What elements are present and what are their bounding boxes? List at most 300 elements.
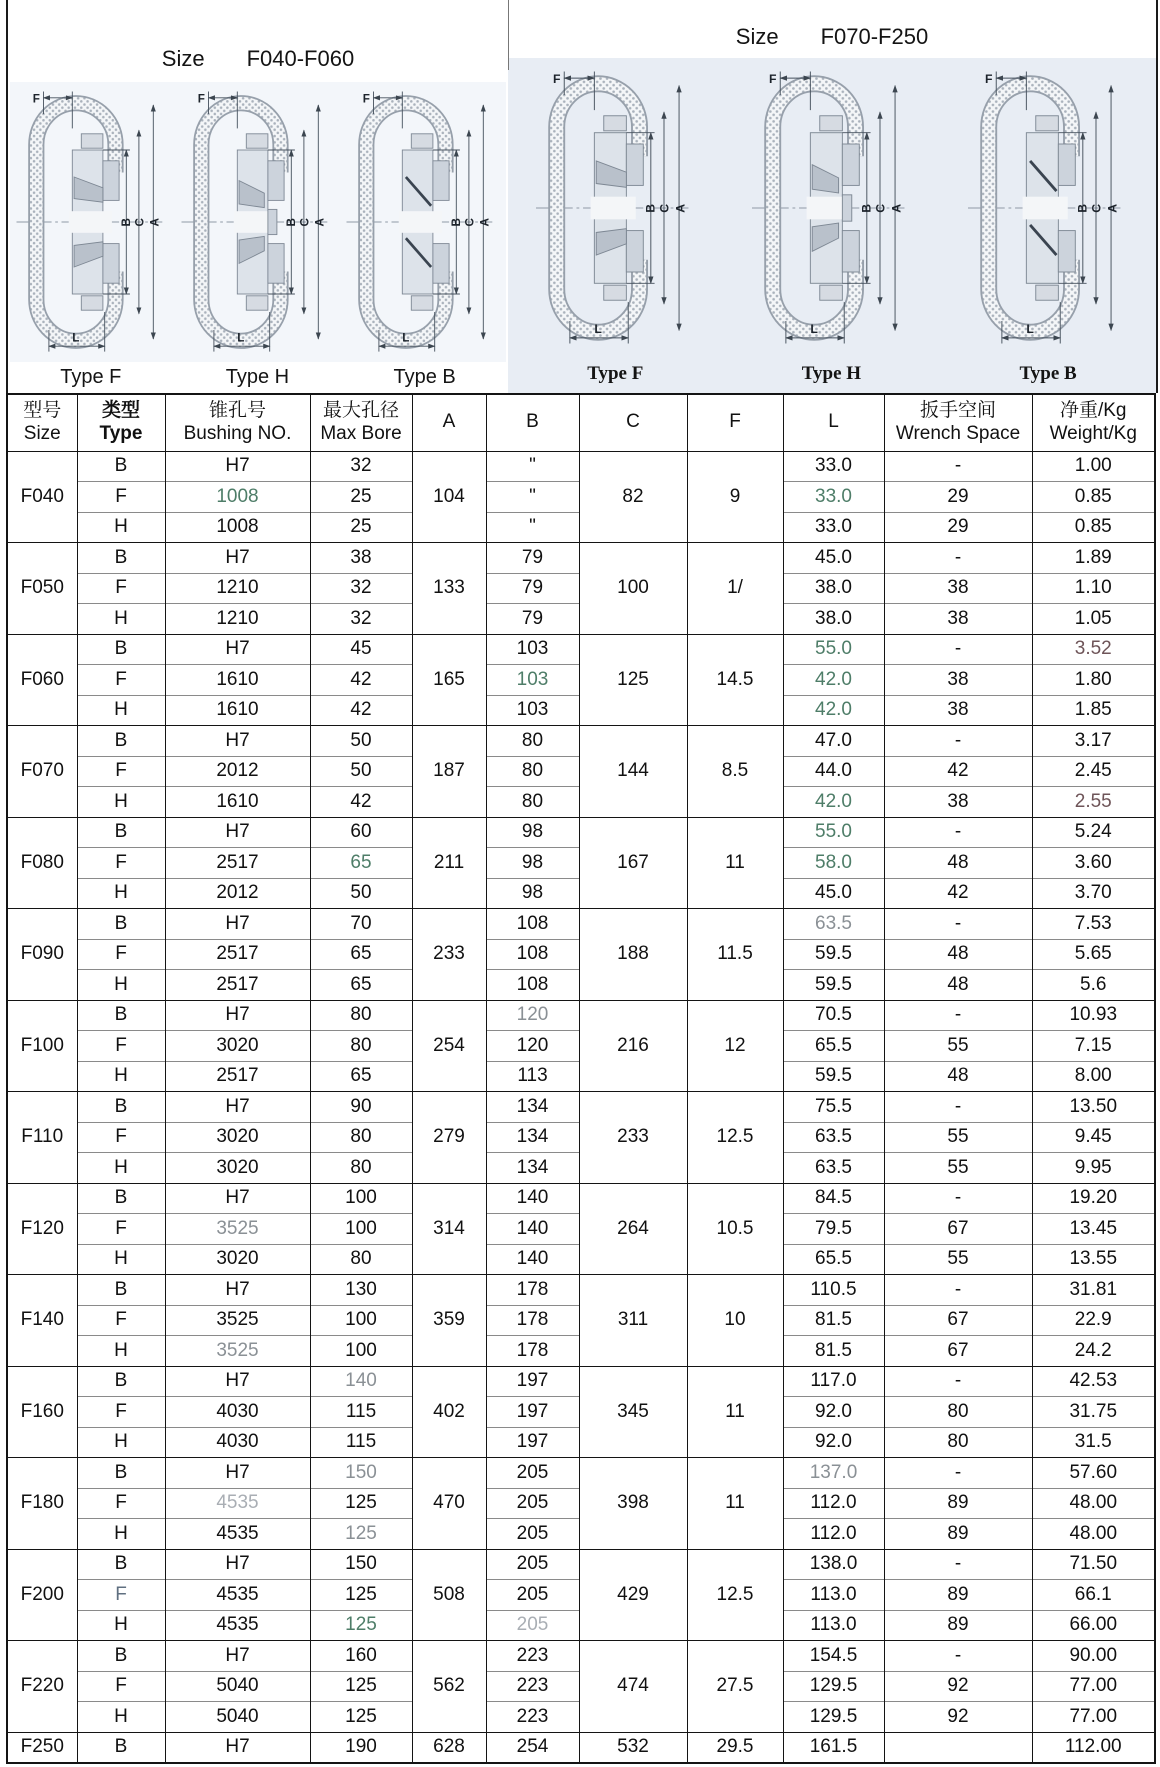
cell-bushing: 4030 xyxy=(165,1427,310,1458)
dim-a-label: A xyxy=(1105,203,1120,213)
cell-size: F100 xyxy=(7,1000,77,1092)
cell-f: 14.5 xyxy=(687,634,783,726)
cell-type: H xyxy=(77,1702,165,1733)
cell-max_bore: 32 xyxy=(310,604,412,635)
cell-l: 79.5 xyxy=(783,1214,884,1245)
header-b: B xyxy=(486,394,579,451)
cell-l: 65.5 xyxy=(783,1244,884,1275)
cell-b: 103 xyxy=(486,634,579,665)
cell-weight: 9.95 xyxy=(1032,1153,1155,1184)
cell-a: 254 xyxy=(412,1000,486,1092)
cell-size: F250 xyxy=(7,1732,77,1763)
cell-weight: 31.81 xyxy=(1032,1275,1155,1306)
cell-wrench: 89 xyxy=(884,1488,1032,1519)
cell-type: F xyxy=(77,756,165,787)
cell-wrench: 67 xyxy=(884,1214,1032,1245)
cell-max_bore: 70 xyxy=(310,909,412,940)
cell-max_bore: 50 xyxy=(310,756,412,787)
cell-max_bore: 65 xyxy=(310,939,412,970)
cell-weight: 5.65 xyxy=(1032,939,1155,970)
cell-wrench: 48 xyxy=(884,1061,1032,1092)
cell-b: 205 xyxy=(486,1458,579,1489)
cell-b: 103 xyxy=(486,695,579,726)
cell-bushing: 1610 xyxy=(165,665,310,696)
cell-type: F xyxy=(77,1305,165,1336)
cell-a: 508 xyxy=(412,1549,486,1641)
dim-f-label: F xyxy=(984,71,993,86)
cell-b: 205 xyxy=(486,1580,579,1611)
cell-type: H xyxy=(77,1336,165,1367)
dim-c-label: C xyxy=(133,218,147,227)
cell-weight: 5.24 xyxy=(1032,817,1155,848)
cell-wrench: - xyxy=(884,1549,1032,1580)
cell-c: 82 xyxy=(579,451,687,543)
cell-l: 58.0 xyxy=(783,848,884,879)
cell-a: 628 xyxy=(412,1732,486,1763)
cell-bushing: 1610 xyxy=(165,695,310,726)
cell-bushing: H7 xyxy=(165,1183,310,1214)
cell-max_bore: 80 xyxy=(310,1153,412,1184)
dim-l-label: L xyxy=(402,331,410,345)
cell-weight: 3.52 xyxy=(1032,634,1155,665)
cell-l: 63.5 xyxy=(783,1153,884,1184)
cell-max_bore: 42 xyxy=(310,665,412,696)
cell-f: 9 xyxy=(687,451,783,543)
cell-b: 120 xyxy=(486,1031,579,1062)
cell-max_bore: 160 xyxy=(310,1641,412,1672)
dim-l-label: L xyxy=(71,331,80,345)
cell-a: 279 xyxy=(412,1092,486,1184)
cell-f: 11.5 xyxy=(687,909,783,1001)
cell-bushing: 1210 xyxy=(165,573,310,604)
header-l: L xyxy=(783,394,884,451)
cell-bushing: H7 xyxy=(165,1275,310,1306)
cell-max_bore: 125 xyxy=(310,1671,412,1702)
cell-b: 113 xyxy=(486,1061,579,1092)
panel-divider xyxy=(508,0,509,70)
cell-weight: 66.1 xyxy=(1032,1580,1155,1611)
cell-l: 84.5 xyxy=(783,1183,884,1214)
cell-weight: 5.6 xyxy=(1032,970,1155,1001)
table-row xyxy=(7,817,1155,848)
cell-bushing: 1210 xyxy=(165,604,310,635)
cell-wrench: 48 xyxy=(884,848,1032,879)
cell-l: 42.0 xyxy=(783,787,884,818)
cell-max_bore: 125 xyxy=(310,1488,412,1519)
cell-wrench: 92 xyxy=(884,1702,1032,1733)
cell-max_bore: 125 xyxy=(310,1580,412,1611)
cell-a: 314 xyxy=(412,1183,486,1275)
dim-b-label: B xyxy=(450,218,464,227)
dim-f-label: F xyxy=(363,92,371,106)
cell-bushing: 4535 xyxy=(165,1488,310,1519)
header-a: A xyxy=(412,394,486,451)
cell-max_bore: 80 xyxy=(310,1122,412,1153)
cell-b: 134 xyxy=(486,1122,579,1153)
cell-bushing: 2517 xyxy=(165,1061,310,1092)
size-label: Size xyxy=(735,24,779,49)
cell-l: 70.5 xyxy=(783,1000,884,1031)
dim-l-label: L xyxy=(810,322,818,337)
panel-f070-f250 xyxy=(508,0,1156,393)
cell-b: 205 xyxy=(486,1610,579,1641)
cell-type: F xyxy=(77,1671,165,1702)
cell-l: 92.0 xyxy=(783,1397,884,1428)
cell-size: F180 xyxy=(7,1458,77,1550)
cell-bushing: 3020 xyxy=(165,1122,310,1153)
cell-b: 178 xyxy=(486,1336,579,1367)
table-row xyxy=(7,1092,1155,1123)
cell-l: 137.0 xyxy=(783,1458,884,1489)
cell-wrench: 89 xyxy=(884,1610,1032,1641)
header-c: C xyxy=(579,394,687,451)
cell-l: 38.0 xyxy=(783,573,884,604)
cell-max_bore: 25 xyxy=(310,482,412,513)
cell-f: 10 xyxy=(687,1275,783,1367)
cell-type: B xyxy=(77,817,165,848)
cell-size: F140 xyxy=(7,1275,77,1367)
cell-type: H xyxy=(77,1153,165,1184)
dim-a-label: A xyxy=(889,203,904,213)
cell-l: 45.0 xyxy=(783,878,884,909)
cell-c: 188 xyxy=(579,909,687,1001)
cell-a: 211 xyxy=(412,817,486,909)
dim-b-label: B xyxy=(859,203,874,213)
cell-type: H xyxy=(77,1610,165,1641)
cell-l: 33.0 xyxy=(783,512,884,543)
dim-a-label: A xyxy=(479,218,493,227)
cell-max_bore: 125 xyxy=(310,1519,412,1550)
cell-type: H xyxy=(77,695,165,726)
cell-b: 178 xyxy=(486,1275,579,1306)
cell-type: H xyxy=(77,1061,165,1092)
cell-wrench: - xyxy=(884,726,1032,757)
table-row xyxy=(7,1275,1155,1306)
cell-bushing: 3525 xyxy=(165,1305,310,1336)
cell-l: 63.5 xyxy=(783,909,884,940)
table-row xyxy=(7,1000,1155,1031)
cell-wrench: 55 xyxy=(884,1244,1032,1275)
cell-weight: 2.45 xyxy=(1032,756,1155,787)
dim-b-label: B xyxy=(119,218,133,227)
cell-type: B xyxy=(77,1549,165,1580)
cell-weight: 48.00 xyxy=(1032,1519,1155,1550)
cell-bushing: 4030 xyxy=(165,1397,310,1428)
cell-l: 59.5 xyxy=(783,1061,884,1092)
cell-weight: 77.00 xyxy=(1032,1671,1155,1702)
cell-max_bore: 100 xyxy=(310,1336,412,1367)
cell-weight: 7.15 xyxy=(1032,1031,1155,1062)
cell-bushing: 4535 xyxy=(165,1580,310,1611)
cell-wrench: - xyxy=(884,1275,1032,1306)
cell-max_bore: 80 xyxy=(310,1000,412,1031)
cell-c: 167 xyxy=(579,817,687,909)
dim-a-label: A xyxy=(148,218,162,227)
cell-type: F xyxy=(77,939,165,970)
cell-l: 129.5 xyxy=(783,1702,884,1733)
dim-c-label: C xyxy=(657,203,672,213)
cell-weight: 22.9 xyxy=(1032,1305,1155,1336)
dim-f-label: F xyxy=(552,71,561,86)
cell-type: B xyxy=(77,451,165,482)
cell-weight: 8.00 xyxy=(1032,1061,1155,1092)
drawings-right xyxy=(508,58,1156,393)
header-max-bore: 最大孔径 Max Bore xyxy=(310,394,412,451)
cell-wrench: 80 xyxy=(884,1427,1032,1458)
cell-l: 45.0 xyxy=(783,543,884,574)
cell-wrench: 89 xyxy=(884,1580,1032,1611)
cell-b: 205 xyxy=(486,1519,579,1550)
spec-table-body xyxy=(7,451,1155,1763)
panel-f040-f060 xyxy=(8,0,508,393)
catalog-page xyxy=(6,0,1156,1764)
cell-size: F040 xyxy=(7,451,77,543)
cell-wrench: 38 xyxy=(884,665,1032,696)
coupling-drawing-type-f xyxy=(536,63,696,353)
cell-wrench: 92 xyxy=(884,1671,1032,1702)
cell-max_bore: 32 xyxy=(310,451,412,482)
cell-b: 140 xyxy=(486,1214,579,1245)
cell-weight: 3.70 xyxy=(1032,878,1155,909)
cell-f: 12.5 xyxy=(687,1549,783,1641)
type-f-label: Type F xyxy=(587,362,644,384)
type-f-label: Type F xyxy=(60,366,122,388)
cell-type: B xyxy=(77,1000,165,1031)
cell-wrench: 29 xyxy=(884,512,1032,543)
cell-bushing: H7 xyxy=(165,1549,310,1580)
cell-b: 140 xyxy=(486,1244,579,1275)
cell-wrench: - xyxy=(884,1641,1032,1672)
panel-title-left xyxy=(8,0,508,82)
cell-bushing: H7 xyxy=(165,817,310,848)
cell-l: 42.0 xyxy=(783,695,884,726)
cell-l: 113.0 xyxy=(783,1580,884,1611)
cell-l: 63.5 xyxy=(783,1122,884,1153)
cell-b: 80 xyxy=(486,756,579,787)
cell-max_bore: 100 xyxy=(310,1305,412,1336)
coupling-drawing-type-b xyxy=(344,87,502,357)
table-row xyxy=(7,1366,1155,1397)
cell-size: F090 xyxy=(7,909,77,1001)
cell-bushing: H7 xyxy=(165,634,310,665)
dim-c-label: C xyxy=(298,218,312,227)
cell-bushing: 3020 xyxy=(165,1153,310,1184)
cell-l: 44.0 xyxy=(783,756,884,787)
drawings-left xyxy=(10,82,506,362)
cell-weight: 1.00 xyxy=(1032,451,1155,482)
table-row xyxy=(7,1641,1155,1672)
cell-type: F xyxy=(77,1488,165,1519)
cell-weight: 1.89 xyxy=(1032,543,1155,574)
cell-wrench: - xyxy=(884,451,1032,482)
cell-weight: 7.53 xyxy=(1032,909,1155,940)
table-row xyxy=(7,451,1155,482)
cell-wrench: 42 xyxy=(884,878,1032,909)
cell-type: F xyxy=(77,848,165,879)
cell-size: F060 xyxy=(7,634,77,726)
cell-b: 223 xyxy=(486,1702,579,1733)
cell-b: 120 xyxy=(486,1000,579,1031)
cell-max_bore: 115 xyxy=(310,1397,412,1428)
cell-b: 223 xyxy=(486,1641,579,1672)
cell-b: 79 xyxy=(486,543,579,574)
cell-l: 112.0 xyxy=(783,1488,884,1519)
cell-f: 8.5 xyxy=(687,726,783,818)
cell-f: 1/ xyxy=(687,543,783,635)
cell-bushing: 4535 xyxy=(165,1519,310,1550)
dim-b-label: B xyxy=(643,203,658,213)
cell-size: F220 xyxy=(7,1641,77,1733)
dim-a-label: A xyxy=(313,218,327,227)
cell-max_bore: 100 xyxy=(310,1183,412,1214)
dim-f-label: F xyxy=(32,92,40,106)
cell-weight: 3.60 xyxy=(1032,848,1155,879)
dim-l-label: L xyxy=(1026,322,1034,337)
cell-wrench: - xyxy=(884,909,1032,940)
cell-type: H xyxy=(77,970,165,1001)
cell-weight: 13.45 xyxy=(1032,1214,1155,1245)
cell-max_bore: 42 xyxy=(310,787,412,818)
coupling-drawing-type-f xyxy=(14,87,172,357)
cell-type: B xyxy=(77,634,165,665)
cell-weight: 48.00 xyxy=(1032,1488,1155,1519)
table-row xyxy=(7,1549,1155,1580)
cell-weight: 31.75 xyxy=(1032,1397,1155,1428)
coupling-drawing-type-h xyxy=(179,87,337,357)
cell-b: 98 xyxy=(486,878,579,909)
cell-max_bore: 65 xyxy=(310,848,412,879)
cell-wrench: - xyxy=(884,1000,1032,1031)
cell-c: 345 xyxy=(579,1366,687,1458)
cell-type: H xyxy=(77,1519,165,1550)
header-weight: 净重/Kg Weight/Kg xyxy=(1032,394,1155,451)
cell-l: 113.0 xyxy=(783,1610,884,1641)
cell-bushing: 4535 xyxy=(165,1610,310,1641)
cell-weight: 0.85 xyxy=(1032,512,1155,543)
cell-wrench: 38 xyxy=(884,787,1032,818)
table-row xyxy=(7,726,1155,757)
cell-c: 532 xyxy=(579,1732,687,1763)
panel-title-right xyxy=(508,0,1156,58)
cell-f: 11 xyxy=(687,1458,783,1550)
cell-max_bore: 32 xyxy=(310,573,412,604)
cell-l: 55.0 xyxy=(783,634,884,665)
dim-l-label: L xyxy=(237,331,245,345)
cell-c: 311 xyxy=(579,1275,687,1367)
cell-b: 178 xyxy=(486,1305,579,1336)
cell-weight: 13.55 xyxy=(1032,1244,1155,1275)
table-row xyxy=(7,1183,1155,1214)
cell-size: F160 xyxy=(7,1366,77,1458)
type-h-label: Type H xyxy=(225,366,290,388)
cell-weight: 13.50 xyxy=(1032,1092,1155,1123)
cell-type: B xyxy=(77,543,165,574)
cell-f: 27.5 xyxy=(687,1641,783,1733)
cell-c: 474 xyxy=(579,1641,687,1733)
cell-bushing: 2517 xyxy=(165,970,310,1001)
cell-type: H xyxy=(77,604,165,635)
cell-bushing: H7 xyxy=(165,1458,310,1489)
cell-max_bore: 45 xyxy=(310,634,412,665)
cell-c: 100 xyxy=(579,543,687,635)
cell-b: 108 xyxy=(486,970,579,1001)
cell-l: 117.0 xyxy=(783,1366,884,1397)
cell-weight: 0.85 xyxy=(1032,482,1155,513)
cell-weight: 3.17 xyxy=(1032,726,1155,757)
cell-max_bore: 50 xyxy=(310,726,412,757)
cell-size: F070 xyxy=(7,726,77,818)
cell-c: 264 xyxy=(579,1183,687,1275)
cell-b: 223 xyxy=(486,1671,579,1702)
table-row xyxy=(7,634,1155,665)
header-size: 型号 Size xyxy=(7,394,77,451)
cell-b: 103 xyxy=(486,665,579,696)
cell-wrench xyxy=(884,1732,1032,1763)
cell-l: 81.5 xyxy=(783,1336,884,1367)
cell-max_bore: 60 xyxy=(310,817,412,848)
cell-b: " xyxy=(486,451,579,482)
cell-b: 140 xyxy=(486,1183,579,1214)
cell-f: 11 xyxy=(687,817,783,909)
cell-b: 80 xyxy=(486,726,579,757)
cell-l: 161.5 xyxy=(783,1732,884,1763)
cell-wrench: - xyxy=(884,1458,1032,1489)
cell-l: 129.5 xyxy=(783,1671,884,1702)
size-range: F070-F250 xyxy=(820,24,929,49)
cell-l: 55.0 xyxy=(783,817,884,848)
cell-max_bore: 65 xyxy=(310,970,412,1001)
cell-type: B xyxy=(77,726,165,757)
cell-b: 98 xyxy=(486,817,579,848)
cell-max_bore: 140 xyxy=(310,1366,412,1397)
cell-bushing: 2517 xyxy=(165,939,310,970)
cell-max_bore: 100 xyxy=(310,1214,412,1245)
cell-max_bore: 125 xyxy=(310,1610,412,1641)
cell-max_bore: 80 xyxy=(310,1244,412,1275)
cell-wrench: 80 xyxy=(884,1397,1032,1428)
cell-max_bore: 130 xyxy=(310,1275,412,1306)
cell-l: 92.0 xyxy=(783,1427,884,1458)
cell-weight: 57.60 xyxy=(1032,1458,1155,1489)
cell-wrench: 38 xyxy=(884,604,1032,635)
cell-type: F xyxy=(77,665,165,696)
cell-wrench: - xyxy=(884,634,1032,665)
cell-b: " xyxy=(486,512,579,543)
cell-type: F xyxy=(77,573,165,604)
cell-wrench: 38 xyxy=(884,573,1032,604)
cell-wrench: - xyxy=(884,543,1032,574)
cell-a: 104 xyxy=(412,451,486,543)
cell-bushing: H7 xyxy=(165,726,310,757)
cell-type: B xyxy=(77,1092,165,1123)
cell-l: 59.5 xyxy=(783,939,884,970)
cell-max_bore: 65 xyxy=(310,1061,412,1092)
cell-wrench: 55 xyxy=(884,1031,1032,1062)
dim-f-label: F xyxy=(768,71,777,86)
size-range: F040-F060 xyxy=(246,46,355,71)
cell-type: B xyxy=(77,1458,165,1489)
cell-type: F xyxy=(77,482,165,513)
cell-b: 197 xyxy=(486,1366,579,1397)
cell-max_bore: 25 xyxy=(310,512,412,543)
table-row xyxy=(7,1458,1155,1489)
cell-bushing: H7 xyxy=(165,909,310,940)
cell-bushing: 1008 xyxy=(165,482,310,513)
cell-bushing: 5040 xyxy=(165,1702,310,1733)
drawings-section xyxy=(6,0,1158,393)
cell-wrench: 67 xyxy=(884,1336,1032,1367)
size-label: Size xyxy=(161,46,205,71)
